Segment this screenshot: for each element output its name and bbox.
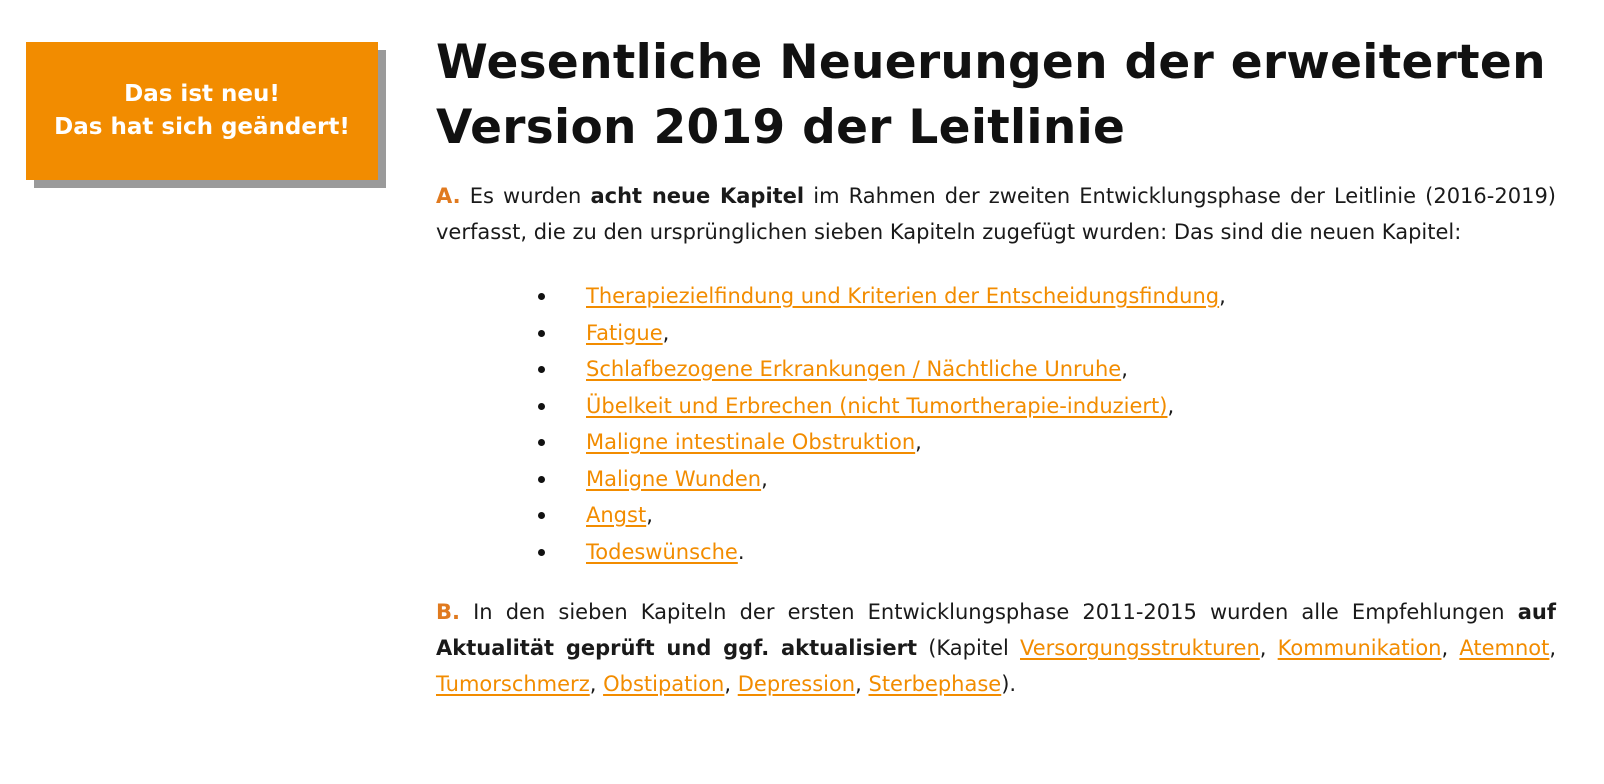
title-line-1: Wesentliche Neuerungen der erweiterten	[436, 35, 1546, 90]
badge-line-1: Das ist neu!	[124, 81, 280, 107]
chapter-link-maligne-obstruktion[interactable]: Maligne intestinale Obstruktion	[586, 430, 916, 454]
badge-line-2: Das hat sich geändert!	[54, 114, 350, 140]
new-badge	[26, 42, 378, 180]
main-content	[436, 30, 1556, 702]
list-punct: ,	[1219, 284, 1226, 308]
chapter-link-angst[interactable]: Angst	[586, 503, 647, 527]
link-separator: ,	[1259, 636, 1278, 660]
chapter-link-maligne-wunden[interactable]: Maligne Wunden	[586, 466, 762, 491]
list-item	[586, 424, 1556, 461]
chapter-link-obstipation[interactable]: Obstipation	[603, 672, 725, 696]
list-punct: ,	[915, 430, 922, 454]
list-punct: ,	[761, 466, 768, 491]
chapter-link-therapiezielfindung[interactable]: Therapiezielfindung und Kriterien der Entscheidungsfindung	[586, 284, 1220, 308]
chapter-link-fatigue[interactable]: Fatigue	[586, 320, 663, 345]
section-b-text-2: (Kapitel	[917, 636, 1020, 660]
section-a-bold: acht neue Kapitel	[590, 184, 805, 208]
chapter-link-atemnot[interactable]: Atemnot	[1459, 636, 1550, 660]
chapter-link-kommunikation[interactable]: Kommunikation	[1277, 636, 1442, 660]
chapter-link-versorgungsstrukturen[interactable]: Versorgungsstrukturen	[1020, 636, 1260, 660]
section-b-letter: B.	[436, 600, 460, 624]
title-line-2: Version 2019 der Leitlinie	[436, 100, 1126, 155]
list-item	[586, 388, 1556, 425]
link-separator: ,	[1549, 636, 1557, 660]
section-b-paragraph	[436, 594, 1556, 702]
list-item	[586, 351, 1556, 388]
chapter-link-schlafbezogene-erkrankungen[interactable]: Schlafbezogene Erkrankungen / Nächtliche Unruhe	[586, 357, 1122, 381]
list-item	[586, 315, 1556, 352]
section-a-paragraph	[436, 178, 1556, 250]
list-punct: ,	[1121, 357, 1128, 381]
list-punct: .	[737, 539, 745, 564]
chapter-link-todeswuensche[interactable]: Todeswünsche	[586, 539, 738, 564]
link-separator: ,	[589, 672, 604, 696]
list-punct: ,	[646, 503, 653, 527]
chapter-link-tumorschmerz[interactable]: Tumorschmerz	[436, 672, 590, 696]
link-separator: ,	[855, 672, 869, 696]
list-punct: ,	[662, 320, 670, 345]
list-item	[586, 497, 1556, 534]
section-a-text-2: im Rahmen der zweiten Entwicklungsphase der Leitlinie (2016-2019) verfasst, die zu den ursprünglichen sieben Kapiteln zugefügt wurden: Das sind die neuen Kapitel:	[436, 184, 1556, 244]
list-item	[586, 461, 1556, 498]
list-item	[586, 278, 1556, 315]
chapter-link-sterbephase[interactable]: Sterbephase	[868, 672, 1002, 696]
list-punct: ,	[1167, 393, 1175, 418]
link-separator: ,	[1441, 636, 1460, 660]
chapter-link-uebelkeit[interactable]: Übelkeit und Erbrechen (nicht Tumortherapie-induziert)	[586, 393, 1168, 418]
link-separator: ,	[724, 672, 738, 696]
section-b-text-1: In den sieben Kapiteln der ersten Entwicklungsphase 2011-2015 wurden alle Empfehlungen	[459, 600, 1518, 624]
section-a-letter: A.	[436, 184, 461, 208]
link-separator: ).	[1001, 672, 1017, 696]
new-chapters-list	[436, 278, 1556, 570]
section-a-text-1: Es wurden	[460, 184, 591, 208]
page-title	[436, 30, 1556, 160]
section-b-bold: auf Aktualität geprüft und ggf. aktualisiert	[436, 600, 1556, 660]
list-item	[586, 534, 1556, 571]
chapter-link-depression[interactable]: Depression	[737, 672, 856, 696]
